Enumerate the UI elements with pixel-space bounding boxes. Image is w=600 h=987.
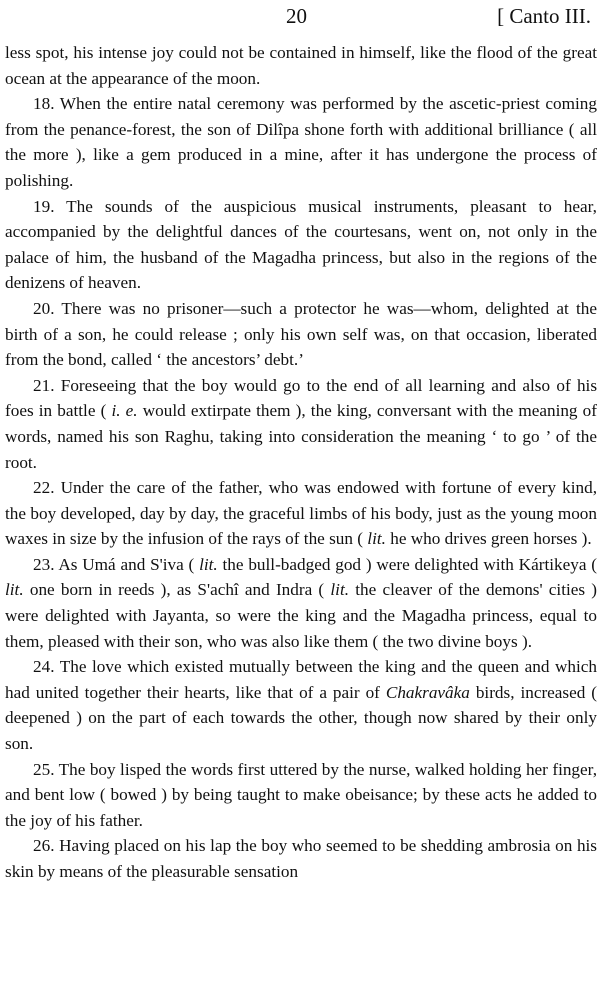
italic-abbreviation: lit. <box>367 529 386 549</box>
verse-number: 24. <box>33 657 55 677</box>
paragraph-text: Having placed on his lap the boy who seemed to be shedding ambrosia on his skin by means of the pleasurable sensation <box>5 836 597 881</box>
verse-23 <box>5 552 597 654</box>
paragraph-text: the bull-badged god ) were delighted with Kártikeya ( <box>222 554 597 574</box>
paragraph-text: the cleaver of the demons' cities ) were delighted with Jayanta, so were the king and the Magadha princess, equal to them, pleased with their son, who was also like them ( the two divine boys ). <box>5 580 598 651</box>
italic-term: Chakravâka <box>385 682 470 702</box>
paragraph-text: When the entire natal ceremony was performed by the ascetic-priest coming from the penance-forest, the son of Dilîpa shone forth with additional brilliance ( all the more ), like a gem produced in a mine, after it has undergone the process of polishing. <box>5 94 597 190</box>
italic-abbreviation: lit. <box>199 554 218 574</box>
verse-number: 22. <box>33 478 55 498</box>
verse-20 <box>5 296 597 373</box>
paragraph-text: The love which existed mutually between the king and the queen and which had united together their hearts, like that of a pair of <box>5 657 597 702</box>
paragraph-text: one born in reeds ), as S'achî and Indra ( <box>29 580 325 600</box>
verse-26 <box>5 833 597 884</box>
paragraph-text: As Umá and S'iva ( <box>58 554 195 574</box>
paragraph-text: would extirpate them ), the king, conversant with the meaning of words, named his son Raghu, taking into consideration the meaning ‘ to go ’ of the root. <box>5 401 597 472</box>
verse-19 <box>5 194 597 296</box>
paragraph-text: Foreseeing that the boy would go to the end of all learning and also of his foes in battle ( <box>5 375 598 421</box>
verse-number: 18. <box>33 94 55 114</box>
italic-abbreviation: lit. <box>5 580 24 600</box>
verse-number: 21. <box>33 375 55 395</box>
verse-24 <box>5 654 597 756</box>
verse-25 <box>5 757 597 834</box>
verse-18 <box>5 91 597 193</box>
page-header <box>5 0 597 40</box>
paragraph-text: he who drives green horses ). <box>390 529 592 549</box>
verse-number: 19. <box>33 196 55 216</box>
italic-abbreviation: lit. <box>330 580 350 600</box>
paragraph-text: The boy lisped the words first uttered by the nurse, walked holding her finger, and bent low ( bowed ) by being taught to make obeisance; by these acts he added to the joy of his father. <box>5 759 597 830</box>
italic-abbreviation: i. e. <box>111 401 138 421</box>
paragraph-text: The sounds of the auspicious musical instruments, pleasant to hear, accompanied by the delightful dances of the courtesans, went on, not only in the palace of him, the husband of the Magadha princess, but also in the regions of the denizens of heaven. <box>5 196 597 293</box>
paragraph-text: Under the care of the father, who was endowed with fortune of every kind, the boy developed, day by day, the graceful limbs of his body, just as the young moon waxes in size by the infusion of the rays of the sun ( <box>5 478 597 549</box>
verse-number: 20. <box>33 298 55 318</box>
canto-label: [ Canto III. <box>497 4 591 28</box>
page-number: 20 <box>286 4 307 28</box>
paragraph-text: less spot, his intense joy could not be contained in himself, like the flood of the great ocean at the appearance of the moon. <box>5 43 597 88</box>
paragraph-text: birds, increased ( deepened ) on the part of each towards the other, though now shared by their only son. <box>5 682 598 754</box>
verse-number: 26. <box>33 836 55 856</box>
page-body <box>5 40 597 885</box>
paragraph-continued <box>5 40 597 91</box>
verse-number: 25. <box>33 759 55 779</box>
paragraph-text: There was no prisoner—such a protector he was—whom, delighted at the birth of a son, he could release ; only his own self was, on that occasion, liberated from the bond, called ‘ the ancestors’ debt.’ <box>5 298 597 370</box>
verse-21 <box>5 373 597 475</box>
verse-number: 23. <box>33 554 55 574</box>
verse-22 <box>5 475 597 552</box>
